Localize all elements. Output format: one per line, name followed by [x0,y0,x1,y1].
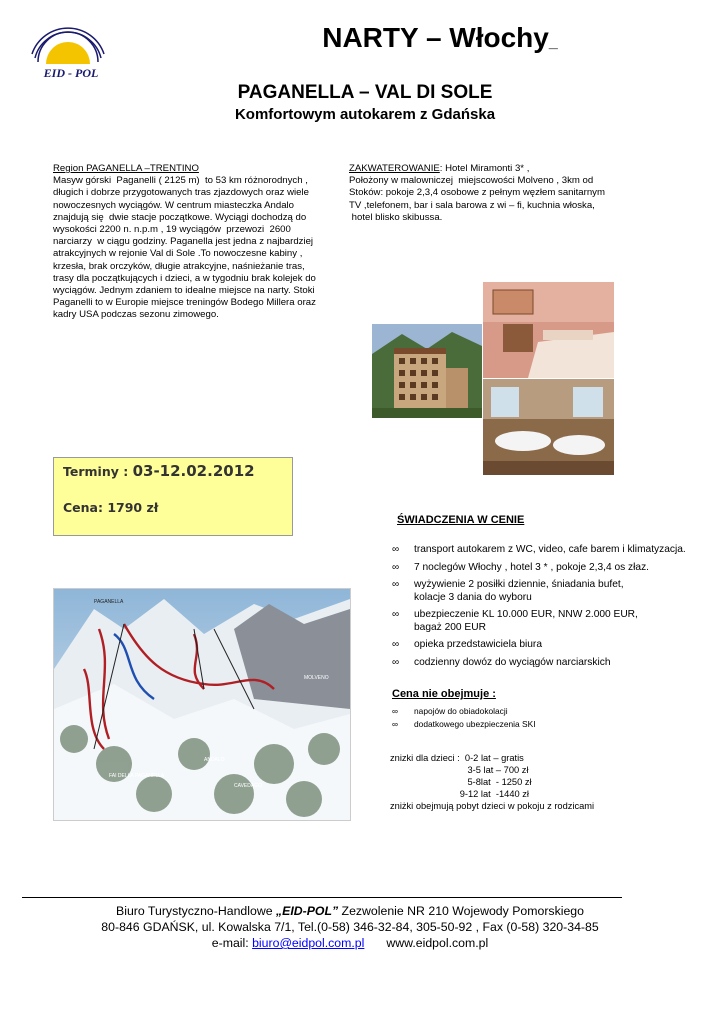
not-included-list [392,705,536,730]
discount-line: znizki dla dzieci : 0-2 lat – gratis [390,753,524,763]
footer-company-line: Biuro Turystyczno-Handlowe „EID-POL” Zezwolenie NR 210 Wojewody Pomorskiego [116,904,584,918]
discount-line: 5-8lat - 1250 zł [390,777,532,787]
region-text-line: trasy dla początkujących i dzieci, a w tygodniu brak kolejek do [53,272,316,284]
infinity-bullet-icon: ∞ [392,656,400,668]
included-service-text: ubezpieczenie KL 10.000 EUR, NNW 2.000 EUR, bagaż 200 EUR [414,609,638,633]
included-service-text: opieka przedstawiciela biura [414,639,542,650]
included-service-text: transport autokarem z WC, video, cafe barem i klimatyzacja. [414,544,686,555]
infinity-bullet-icon: ∞ [392,561,400,573]
region-text-line: atrakcyjnych w rejonie Val di Sole .To nowoczesne kabiny , [53,248,303,260]
resort-subtitle: PAGANELLA – VAL DI SOLE [237,82,493,103]
accommodation-section [349,163,649,224]
region-description [53,175,331,321]
region-text-line: Paganelli to w Europie miejsce treningów Bodego Millera oraz [53,297,316,309]
region-text-line: Masyw górski Paganelli ( 2125 m) to 53 km różnorodnych , [53,175,308,187]
included-service-text: 7 noclegów Włochy , hotel 3 * , pokoje 2,3,4 os złaz. [414,561,650,573]
child-discounts [390,752,594,812]
infinity-bullet-icon: ∞ [392,718,398,729]
region-text-line: narciarzy w ciągu godziny. Paganella jest jedna z najbardziej [53,236,314,248]
not-included-item [392,718,536,731]
hotel-room-photo [483,282,614,378]
infinity-bullet-icon: ∞ [392,639,400,650]
transport-subtitle: Komfortowym autokarem z Gdańska [234,106,496,123]
accommodation-text-line: TV ,telefonem, bar i sala barowa z wi – fi, kuchnia włoska, [349,199,595,211]
email-link[interactable]: biuro@eidpol.com.pl [252,936,365,950]
included-services-list [392,544,712,674]
region-text-line: kadry USA podczas sezonu zimowego. [53,309,219,321]
discount-line: zniżki obejmują pobyt dzieci w pokoju z rodzicami [390,801,595,811]
infinity-bullet-icon: ∞ [392,544,400,555]
discount-line: 9-12 lat -1440 zł [390,789,529,799]
included-service-item [392,657,712,670]
logo-text: EID - POL [43,66,99,80]
included-service-item [392,609,712,634]
region-section [53,163,331,322]
not-included-title: Cena nie obejmuje : [392,688,496,700]
discount-line: 3-5 lat – 700 zł [390,765,529,775]
infinity-bullet-icon: ∞ [392,579,400,590]
map-label-cavedago: CAVEDAGO [234,783,262,789]
infinity-bullet-icon: ∞ [392,609,400,620]
ski-area-map [53,588,351,821]
hotel-building-photo [372,324,482,418]
trip-price: Cena: 1790 zł [63,500,159,515]
hotel-dining-photo [483,379,614,475]
included-service-item [392,562,712,575]
footer-address-line: 80-846 GDAŃSK, ul. Kowalska 7/1, Tel.(0-58) 346-32-84, 305-50-92 , Fax (0-58) 320-34-85 [101,920,599,934]
accommodation-text-line: Stoków: pokoje 2,3,4 osobowe z pełnym węzłem sanitarnym [349,187,605,199]
footer-contact-line: e-mail: biuro@eidpol.com.pl www.eidpol.com.pl [211,936,489,950]
region-text-line: długich i dobrze przygotowanych tras zjazdowych oraz wiele [53,187,309,199]
included-service-item [392,579,712,604]
included-service-text: wyżywienie 2 posiłki dziennie, śniadania bufet, kolacje 3 dania do wyboru [414,579,624,603]
included-service-text: codzienny dowóz do wyciągów narciarskich [414,656,611,668]
included-service-item [392,544,712,557]
region-text-line: wysokości 2200 n. n.p.m , 19 wyciągów przewozi 2600 [53,224,291,236]
region-text-line: krzesła, brak orczyków, długie atrakcyjne, naśnieżanie tras, [53,260,305,272]
footer [60,903,640,951]
included-services-title: ŚWIADCZENIA W CENIE [397,514,525,526]
not-included-text: dodatkowego ubezpieczenia SKI [414,718,536,729]
map-label-molveno: MOLVENO [304,675,329,681]
not-included-text: napojów do obiadokolacji [414,706,508,716]
map-label-paganella: PAGANELLA [94,599,124,605]
accommodation-heading: ZAKWATEROWANIE: Hotel Miramonti 3* , [349,163,530,174]
region-heading: Region PAGANELLA –TRENTINO [53,163,199,174]
region-text-line: nowoczesnych wyciągów. W centrum miasteczka Andalo [53,199,295,211]
footer-divider [22,897,622,898]
trip-dates: Terminy : 03-12.02.2012 [63,462,255,480]
accommodation-description [349,175,649,224]
infinity-bullet-icon: ∞ [392,706,398,716]
company-logo [30,18,112,94]
included-service-item [392,639,712,652]
not-included-item [392,705,536,718]
map-label-andalo: ANDALO [204,757,225,763]
page-title: NARTY – Włochy_ [322,22,558,53]
region-text-line: wyciągów. Jednym zdaniem to idealne miejsce na narty. Stoki [53,285,315,297]
map-label-fai: FAI DELLA PAGANELLA [109,773,165,779]
accommodation-text-line: Położony w malowniczej miejscowości Molveno , 3km od [349,175,594,187]
accommodation-text-line: hotel blisko skibussa. [349,211,443,223]
website-link[interactable]: www.eidpol.com.pl [386,936,489,950]
region-text-line: znajdują się dwie stacje początkowe. Wyciągi dochodzą do [53,211,307,223]
